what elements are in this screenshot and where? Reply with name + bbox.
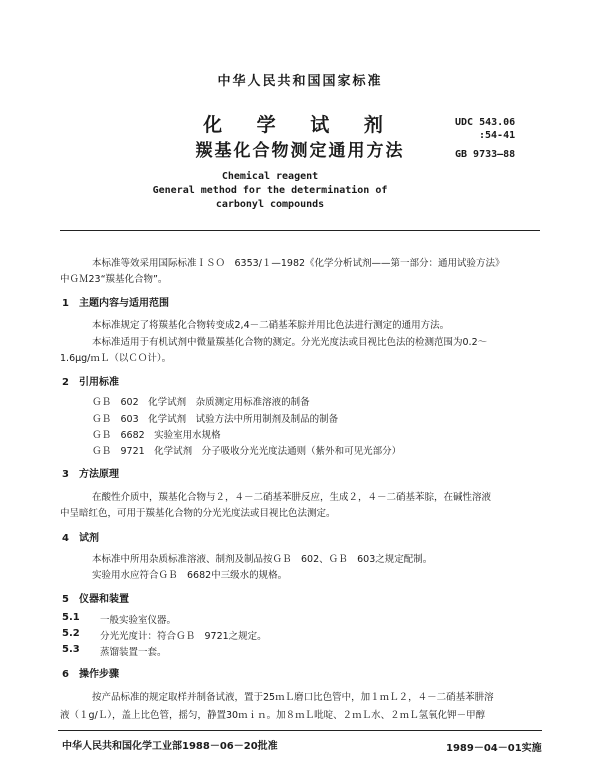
section1-line3: 1.6μg/ｍＬ（以ＣＯ计）。 — [60, 353, 172, 364]
standard-name: 中华人民共和国国家标准 — [217, 74, 383, 89]
section1-line1: 本标准规定了将羰基化合物转变成2,4－二硝基苯腙并用比色法进行测定的通用方法。 — [92, 320, 450, 331]
section6-line1: 按产品标准的规定取样并制备试液，置于25ｍＬ磨口比色管中，加１ｍＬ２，４－二硝基苯肼溶 — [92, 692, 494, 703]
title-english-line2: General method for the determination of — [152, 185, 388, 196]
item-number: 5.2 — [62, 628, 80, 639]
gb-number: GB 9733—88 — [455, 149, 516, 160]
intro-line2: 中ＧＭ23“羰基化合物”。 — [60, 274, 168, 285]
section6-heading: 6 操作步骤 — [62, 669, 119, 680]
section5-heading: 5 仪器和装置 — [62, 594, 129, 605]
reference-item: ＧＢ 6682 实验室用水规格 — [92, 430, 221, 441]
section1-line2: 本标准适用于有机试剂中微量羰基化合物的测定。分光光度法或目视比色法的检测范围为0.2～ — [92, 337, 488, 348]
section4-line2: 实验用水应符合ＧＢ 6682中三级水的规格。 — [92, 570, 288, 581]
section3-heading: 3 方法原理 — [62, 469, 119, 480]
reference-item: ＧＢ 603 化学试剂 试验方法中所用制剂及制品的制备 — [92, 414, 339, 425]
udc-code-cont: :54-41 — [479, 130, 516, 141]
udc-code: UDC 543.06 — [455, 117, 516, 128]
item-number: 5.3 — [62, 644, 80, 655]
effective-date: 1989－04－01实施 — [446, 743, 542, 754]
section4-line1: 本标准中所用杂质标准溶液、制剂及制品按ＧＢ 602、ＧＢ 603之规定配制。 — [92, 554, 433, 565]
title-chinese-line2: 羰基化合物测定通用方法 — [195, 141, 405, 161]
section6-line2: 液（１g/Ｌ），盖上比色管，摇匀，静置30ｍｉｎ。加８ｍＬ吡啶、２ｍＬ水、２ｍＬ氢氧化钾－甲醇 — [60, 710, 486, 721]
section3-line2: 中呈暗红色，可用于羰基化合物的分光光度法或目视比色法测定。 — [60, 508, 336, 519]
section1-heading: 1 主题内容与适用范围 — [62, 298, 169, 309]
item-text: 分光光度计：符合ＧＢ 9721之规定。 — [100, 631, 267, 642]
item-number: 5.1 — [62, 612, 80, 623]
approval-date: 中华人民共和国化学工业部1988－06－20批准 — [62, 741, 278, 752]
title-chinese-line1: 化 学 试 剂 — [203, 114, 397, 136]
header-divider — [60, 230, 540, 231]
reference-item: ＧＢ 602 化学试剂 杂质测定用标准溶液的制备 — [92, 397, 310, 408]
title-english-line1: Chemical reagent — [221, 171, 319, 182]
section2-heading: 2 引用标准 — [62, 377, 119, 388]
section4-heading: 4 试剂 — [62, 533, 99, 544]
title-english-line3: carbonyl compounds — [215, 199, 325, 210]
section3-line1: 在酸性介质中，羰基化合物与２，４－二硝基苯肼反应，生成２，４－二硝基苯腙，在碱性溶液 — [92, 492, 492, 503]
item-text: 一般实验室仪器。 — [100, 615, 177, 626]
intro-line1: 本标准等效采用国际标准ＩＳＯ 6353/１—1982《化学分析试剂——第一部分：通用试验方法》 — [92, 258, 505, 269]
item-text: 蒸馏装置一套。 — [100, 647, 167, 658]
footer-divider — [58, 730, 542, 731]
reference-item: ＧＢ 9721 化学试剂 分子吸收分光光度法通则（紫外和可见光部分） — [92, 446, 402, 457]
